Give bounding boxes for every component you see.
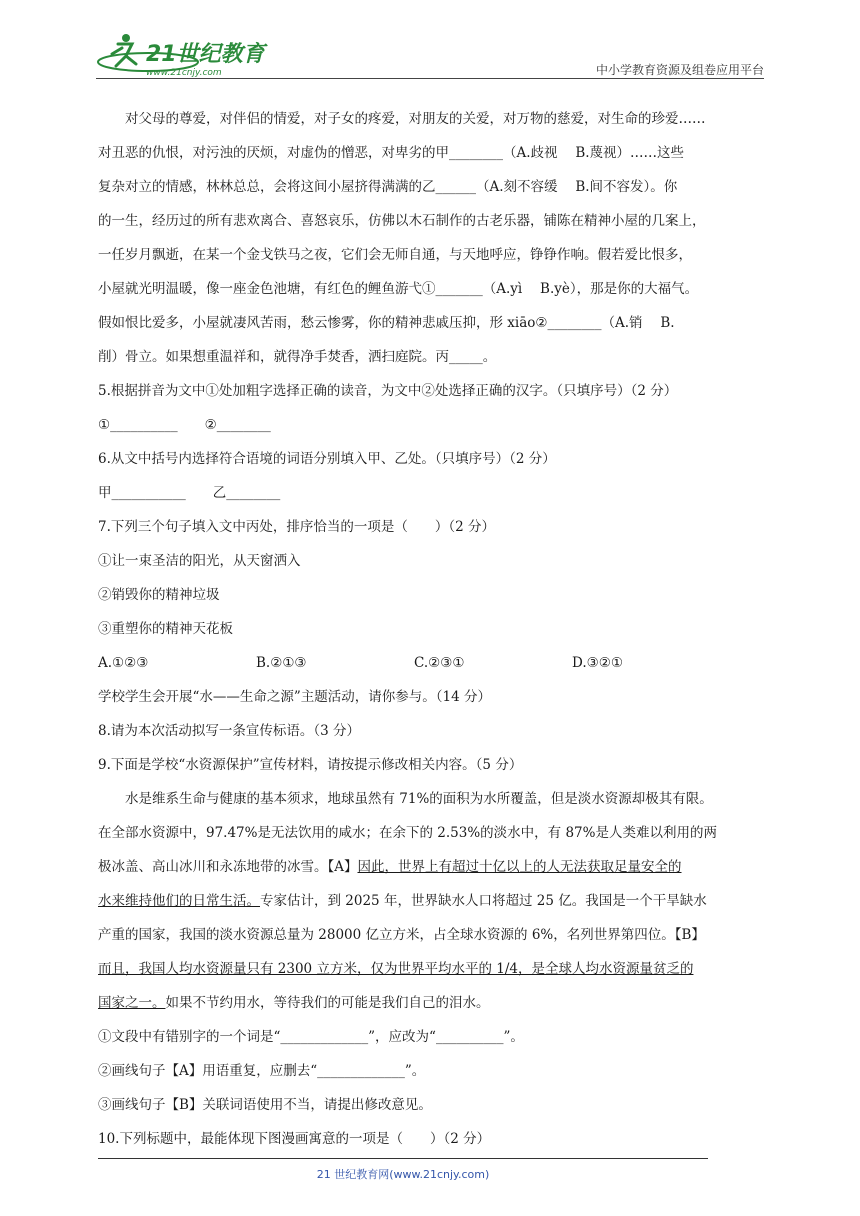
material-line: 水是维系生命与健康的基本须求，地球虽然有 71%的面积为水所覆盖，但是淡水资源却极其有限。	[125, 791, 713, 807]
option-b: B.②①③	[256, 655, 307, 671]
passage-line: 一任岁月飘逝，在某一个金戈铁马之夜，它们会无师自通，与天地呼应，铮铮作响。假若爱比恨多，	[98, 247, 692, 263]
mark-b: 【B】	[674, 927, 705, 943]
exam-content	[98, 102, 766, 1156]
passage-line: 削）骨立。如果想重温祥和，就得净手焚香，洒扫庭院。丙_____。	[98, 349, 497, 365]
material-line: 极冰盖、高山冰川和永冻地带的冰雪。【A】因此，世界上有超过十亿以上的人无法获取足量安全的	[98, 859, 682, 875]
q6-answer-blanks: 甲___________ 乙________	[98, 485, 281, 501]
q5-answer-blanks: ①__________ ②________	[98, 417, 271, 433]
q9-sub-2: ②画线句子【A】用语重复，应删去“_____________”。	[98, 1063, 426, 1079]
page-header	[96, 32, 764, 80]
passage-line: 小屋就光明温暖，像一座金色池塘，有红色的鲤鱼游弋①_______（A.yì B.yè），那是你的大福气。	[98, 281, 699, 297]
activity-intro: 学校学生会开展“水——生命之源”主题活动，请你参与。（14 分）	[98, 689, 492, 705]
footer-text: 21 世纪教育网(www.21cnjy.com)	[316, 1168, 490, 1181]
passage-line: 对丑恶的仇恨，对污浊的厌烦，对虚伪的憎恶，对卑劣的甲________（A.歧视 B.蔑视）……这些	[98, 145, 685, 161]
option-a: A.①②③	[98, 655, 149, 671]
question-8: 8.请为本次活动拟写一条宣传标语。（3 分）	[98, 723, 361, 739]
logo	[96, 32, 296, 80]
question-7: 7.下列三个句子填入文中丙处，排序恰当的一项是（ ）（2 分）	[98, 519, 496, 535]
q7-sentence: ③重塑你的精神天花板	[98, 621, 233, 637]
underlined-sentence-a: 水来维持他们的日常生活。	[98, 893, 260, 909]
passage-line: 假如恨比爱多，小屋就凄风苦雨，愁云惨雾，你的精神悲戚压抑，形 xiāo②________（A.销 B.	[98, 315, 675, 331]
platform-label: 中小学教育资源及组卷应用平台	[595, 63, 764, 77]
question-5: 5.根据拼音为文中①处加粗字选择正确的读音，为文中②处选择正确的汉字。（只填序号）（2 分）	[98, 383, 678, 399]
underlined-sentence-b: 国家之一。	[98, 995, 166, 1011]
option-c: C.②③①	[414, 655, 465, 671]
option-d: D.③②①	[572, 655, 623, 671]
passage-line: 复杂对立的情感，林林总总，会将这间小屋挤得满满的乙______（A.刻不容缓 B.间不容发）。你	[98, 179, 678, 195]
footer-divider	[98, 1158, 708, 1159]
material-line: 产重的国家，我国的淡水资源总量为 28000 亿立方米，占全球水资源的 6%，名列世界第四位。【B】	[98, 927, 705, 943]
logo-url: www.21cnjy.com	[146, 68, 222, 78]
question-10: 10.下列标题中，最能体现下图漫画寓意的一项是（ ）（2 分）	[98, 1131, 491, 1147]
question-9: 9.下面是学校“水资源保护”宣传材料，请按提示修改相关内容。（5 分）	[98, 757, 523, 773]
header-divider	[96, 78, 764, 79]
underlined-sentence-a: 因此，世界上有超过十亿以上的人无法获取足量安全的	[357, 859, 682, 875]
material-line: 水来维持他们的日常生活。专家估计，到 2025 年，世界缺水人口将超过 25 亿。我国是一个干旱缺水	[98, 893, 707, 909]
q7-sentence: ①让一束圣洁的阳光，从天窗洒入	[98, 553, 301, 569]
q9-sub-3: ③画线句子【B】关联词语使用不当，请提出修改意见。	[98, 1097, 432, 1113]
logo-text: 21世纪教育	[146, 42, 265, 67]
q9-sub-1: ①文段中有错别字的一个词是“_____________”，应改为“__________”。	[98, 1029, 524, 1045]
passage-line: 对父母的尊爱，对伴侣的情爱，对子女的疼爱，对朋友的关爱，对万物的慈爱，对生命的珍爱……	[125, 111, 706, 127]
material-line: 在全部水资源中，97.47%是无法饮用的咸水；在余下的 2.53%的淡水中，有 87%是人类难以利用的两	[98, 825, 717, 841]
material-line: 国家之一。如果不节约用水，等待我们的可能是我们自己的泪水。	[98, 995, 490, 1011]
material-line	[98, 952, 766, 986]
q7-sentence: ②销毁你的精神垃圾	[98, 587, 220, 603]
q7-options	[98, 646, 766, 680]
passage-line: 的一生，经历过的所有悲欢离合、喜怒哀乐，仿佛以木石制作的古老乐器，铺陈在精神小屋的几案上，	[98, 213, 706, 229]
question-6: 6.从文中括号内选择符合语境的词语分别填入甲、乙处。（只填序号）（2 分）	[98, 451, 556, 467]
mark-a: 【A】	[327, 859, 358, 875]
underlined-sentence-b: 而且，我国人均水资源量只有 2300 立方米，仅为世界平均水平的 1/4，是全球人均水资源量贫乏的	[98, 961, 694, 977]
